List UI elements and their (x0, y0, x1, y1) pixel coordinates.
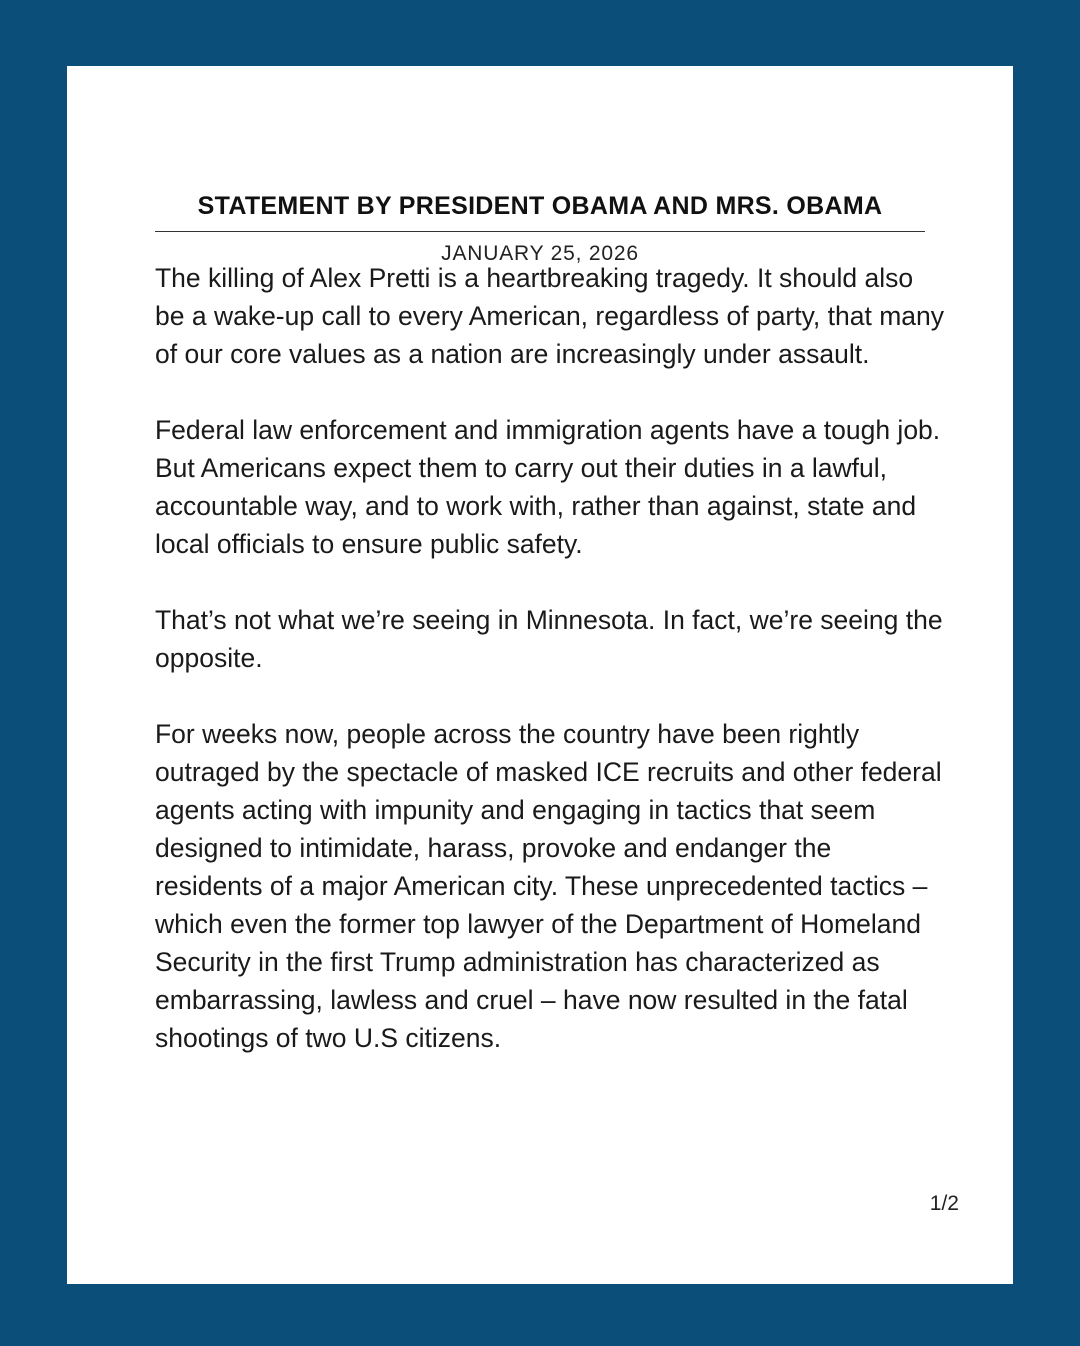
paragraph-1: The killing of Alex Pretti is a heartbreaking tragedy. It should also be a wake-up call to every American, regardless of party, that many of our core values as a nation are increasingly under assault. (155, 263, 944, 369)
paragraph-4: For weeks now, people across the country have been rightly outraged by the spectacle of masked ICE recruits and other federal agents acting with impunity and engaging in tactics that seem designed to intimidate, harass, provoke and endanger the residents of a major American city. These unprecedented tactics – which even the former top lawyer of the Department of Homeland Security in the first Trump administration has characterized as embarrassing, lawless and cruel – have now resulted in the fatal shootings of two U.S citizens. (155, 719, 942, 1053)
page-indicator: 1/2 (929, 1192, 959, 1215)
statement-body (155, 259, 945, 1095)
paragraph-3: That’s not what we’re seeing in Minnesota. In fact, we’re seeing the opposite. (155, 605, 943, 673)
statement-card (67, 66, 1013, 1284)
statement-title: STATEMENT BY PRESIDENT OBAMA AND MRS. OBAMA (197, 192, 883, 220)
header-divider (155, 231, 925, 232)
statement-date: JANUARY 25, 2026 (441, 242, 639, 265)
paragraph-2: Federal law enforcement and immigration agents have a tough job. But Americans expect them to carry out their duties in a lawful, accountable way, and to work with, rather than against, state and local officials to ensure public safety. (155, 415, 941, 559)
